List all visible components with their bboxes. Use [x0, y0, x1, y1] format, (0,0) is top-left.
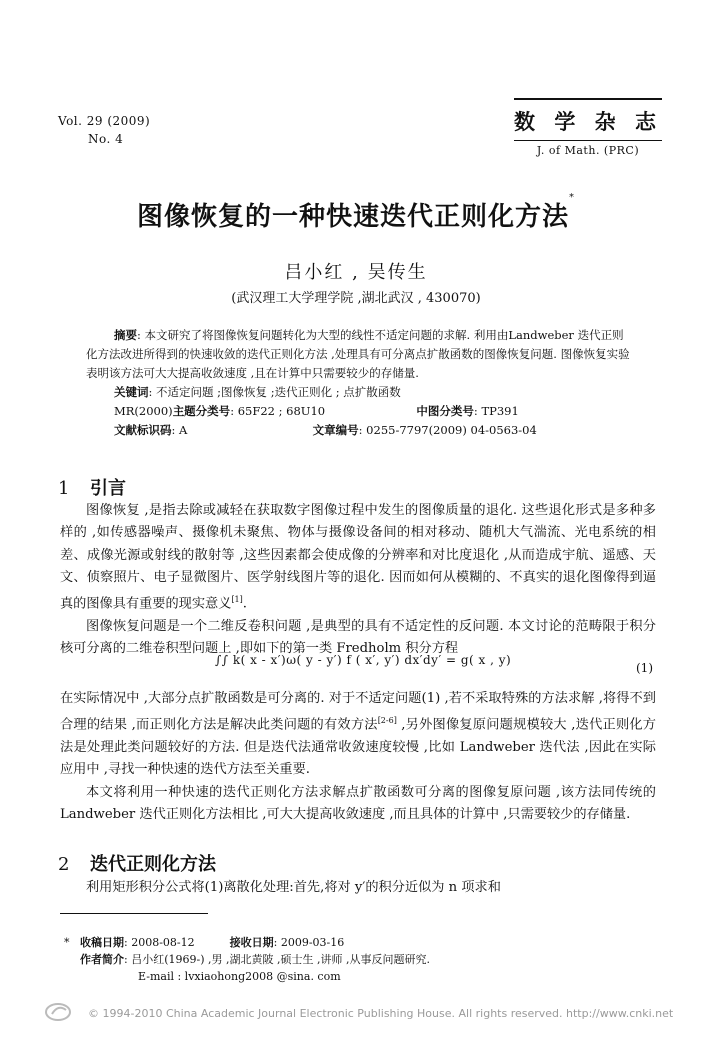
intro-p1-text: 图像恢复 ,是指去除或减轻在获取数字图像过程中发生的图像质量的退化. 这些退化形式是多种多样的 ,如传感器噪声、摄像机未聚焦、物体与摄像设备间的相对移动、随机大气湍流、光电系统的相差、成像光源或射线的散射等 ,这些因素都会使成像的分辨率和对比度退化 ,从而造成宇航、遥感、天文、侦察照片、电子显微图片、医学射线图片等的退化. 因而如何从模糊的、不真实的退化图像得到逼真的图像具有重要的现实意义 [60, 503, 656, 612]
title-text: 图像恢复的一种快速迭代正则化方法 [136, 202, 569, 232]
section2-body [60, 877, 656, 899]
citation-ref: [1] [231, 595, 243, 605]
author-bio-row [80, 951, 430, 968]
keywords-label: 关键词 [114, 385, 149, 399]
section2-paragraph-1: 利用矩形积分公式将(1)离散化处理:首先,将对 y′的积分近似为 n 项求和 [86, 880, 501, 895]
footnotes [64, 934, 430, 985]
section-number: 2 [58, 854, 70, 875]
intro-paragraph-2: 图像恢复问题是一个二维反卷积问题 ,是典型的具有不适定性的反问题. 本文讨论的范畴限于积分核可分离的二维卷积型问题上 ,即如下的第一类 Fredholm 积分方程 [60, 618, 656, 657]
abstract [86, 326, 630, 383]
title-footnote-mark: * [569, 192, 575, 203]
clc-label: 中图分类号 [416, 404, 474, 418]
received-label: 收稿日期 [80, 936, 124, 949]
email: E-mail : lvxiaohong2008 @sina. com [138, 970, 341, 983]
doc-code-label: 文献标识码 [114, 423, 172, 437]
received-date: : 2008-08-12 [124, 936, 195, 949]
footnote-rule [60, 913, 208, 914]
abstract-text: : 本文研究了将图像恢复问题转化为大型的线性不适定问题的求解. 利用由Landweber 迭代正则化方法改进所得到的快速收敛的迭代正则化方法 ,处理具有可分离点扩散函数的图像恢复问题. 图像恢复实验表明该方法可大大提高收敛速度 ,且在计算中只需要较少的存储量. [86, 328, 630, 380]
keywords [86, 383, 630, 402]
bio-text: : 吕小红(1969-) ,男 ,湖北黄陂 ,硕士生 ,讲师 ,从事反问题研究. [124, 953, 430, 966]
intro-paragraph-3 [60, 688, 656, 782]
section-title: 引言 [90, 478, 126, 499]
copyright-notice: © 1994-2010 China Academic Journal Electronic Publishing House. All rights reserved. http://www.cnki.net [88, 1007, 674, 1020]
intro-body-cont [60, 688, 656, 826]
section-heading-2 [58, 850, 216, 876]
cnki-logo-icon [44, 1000, 80, 1024]
dates-row [64, 934, 430, 951]
keywords-text: : 不适定问题 ;图像恢复 ;迭代正则化 ; 点扩散函数 [148, 385, 401, 399]
citation-ref-2: [2-6] [377, 716, 397, 726]
journal-masthead [514, 98, 662, 157]
masthead-top-rule [514, 98, 662, 100]
classification-row [86, 402, 630, 421]
bio-label: 作者简介 [80, 953, 124, 966]
intro-p3b-text: ,另外图像复原问题规模较大 ,迭代正则化方法是处理此类问题较好的方法. 但是迭代法通常收敛速度较慢 ,比如 Landweber 迭代法 ,因此在实际应用中 ,寻找一种快速的迭代方法至关重要. [60, 717, 656, 778]
issue-number: No. 4 [88, 132, 124, 146]
volume-info [58, 112, 150, 148]
article-number-value: : 0255-7797(2009) 04-0563-04 [358, 423, 537, 437]
volume: Vol. 29 (2009) [58, 114, 151, 128]
equation-1: ∫∫ k( x - x′)ω( y - y′) f ( x′, y′) dx′dy′ = g( x , y) [215, 653, 512, 667]
intro-p3a-text: 在实际情况中 ,大部分点扩散函数是可分离的. 对于不适定问题(1) ,若不采取特殊的方法求解 ,将得不到合理的结果 ,而正则化方法是解决此类问题的有效方法 [60, 691, 656, 733]
abstract-block [86, 326, 630, 440]
mr-prefix: MR(2000) [114, 404, 173, 418]
intro-paragraph-4: 本文将利用一种快速的迭代正则化方法求解点扩散函数可分离的图像复原问题 ,该方法同传统的 Landweber 迭代正则化方法相比 ,可大大提高收敛速度 ,而且具体的计算中 ,只需要较少的存储量. [60, 784, 656, 822]
accepted-label: 接收日期 [229, 936, 274, 949]
intro-p1-end: . [242, 596, 247, 612]
footnote-mark: * [64, 936, 70, 949]
section-number: 1 [58, 478, 70, 499]
document-code-row [86, 421, 630, 440]
abstract-label: 摘要 [114, 328, 137, 342]
equation-number: (1) [636, 661, 653, 675]
mr-value: : 65F22 ; 68U10 [230, 404, 326, 418]
intro-body [60, 500, 656, 660]
journal-name: 数 学 杂 志 [514, 110, 662, 134]
mr-label: 主题分类号 [172, 404, 231, 418]
article-number-label: 文章编号 [312, 423, 359, 437]
masthead-divider [514, 140, 662, 141]
section-title: 迭代正则化方法 [90, 854, 216, 875]
section-heading-1 [58, 474, 126, 500]
accepted-date: : 2009-03-16 [273, 936, 345, 949]
paper-title [0, 192, 712, 233]
doc-code-value: : A [171, 423, 188, 437]
authors: 吕小红 , 吴传生 [284, 262, 428, 283]
clc-value: : TP391 [473, 404, 519, 418]
affiliation: (武汉理工大学理学院 ,湖北武汉 , 430070) [231, 291, 481, 306]
intro-paragraph-1 [60, 500, 656, 616]
journal-abbr: J. of Math. (PRC) [536, 144, 640, 157]
